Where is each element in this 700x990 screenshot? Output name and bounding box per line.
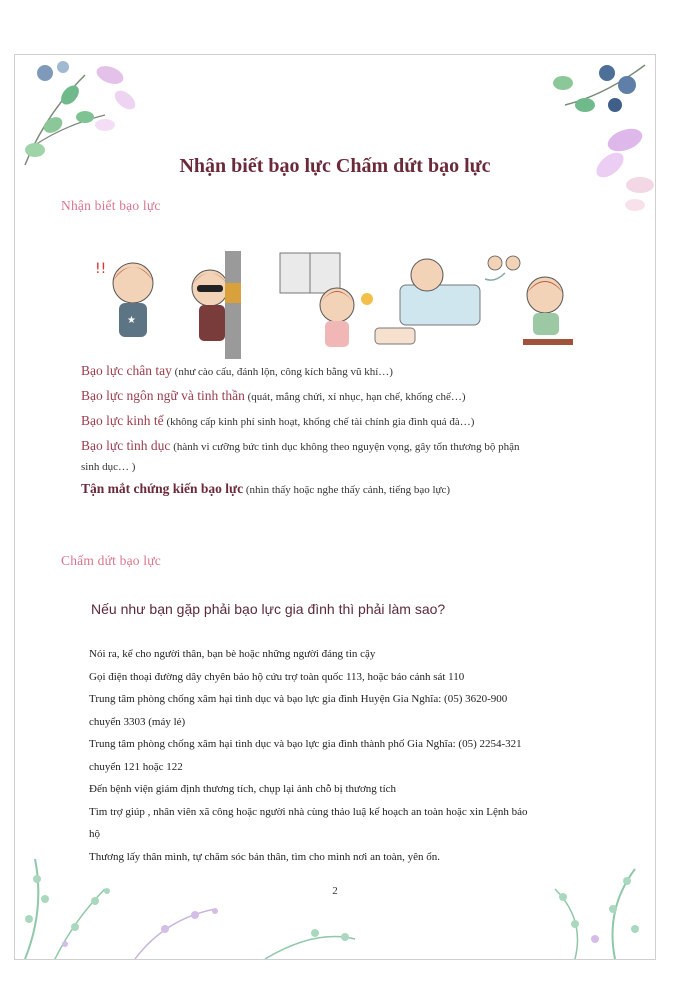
- document-page: [14, 54, 656, 960]
- list-item: Tận mắt chứng kiến bạo lực (nhìn thấy hoặc nghe thấy cảnh, tiếng bạo lực): [81, 481, 451, 496]
- list-item: Trung tâm phòng chống xâm hại tình dục và bạo lực gia đình Huyện Gia Nghĩa: (05) 3620-900: [89, 693, 508, 705]
- section-heading-recognize: Nhận biết bạo lực: [61, 198, 161, 213]
- list-item: Nói ra, kể cho người thân, bạn bè hoặc những người đáng tin cậy: [89, 648, 376, 660]
- swing-girl-figure: [485, 256, 573, 345]
- cartoon-illustrations: [75, 243, 595, 363]
- list-item: chuyển 121 hoặc 122: [89, 760, 183, 773]
- list-item: Tìm trợ giúp , nhân viên xã công hoặc người nhà cùng thảo luậ kế hoạch an toàn hoặc xin Lệnh bảo: [89, 805, 528, 818]
- page-title: Nhận biết bạo lực Chấm dứt bạo lực: [179, 155, 491, 177]
- violence-types-list: [81, 359, 641, 502]
- list-item: Bạo lực chân tay (như cào cấu, đánh lộn, công kích bằng vũ khí…): [81, 363, 393, 378]
- floral-decoration-bottom: [15, 849, 655, 959]
- bed-girl-figure: [375, 259, 480, 344]
- floral-decoration-top-right: [515, 55, 655, 225]
- list-item: Đến bệnh viện giám định thương tích, chụp lại ảnh chỗ bị thương tích: [89, 783, 397, 795]
- question-heading: Nếu như bạn gặp phải bạo lực gia đình thì phải làm sao?: [91, 601, 446, 617]
- list-item: Gọi điện thoại đường dây chyên bảo hộ cứu trợ toàn quốc 113, hoặc báo cảnh sát 110: [89, 670, 465, 683]
- list-item: Bạo lực kinh tế (không cấp kinh phí sinh hoạt, khống chế tài chính gia đình quá đà…): [81, 413, 475, 428]
- angry-girl-figure: [95, 261, 153, 337]
- list-item: Bạo lực ngôn ngữ và tinh thần (quát, mắng chửi, xỉ nhục, hạn chế, khống chế…): [81, 388, 466, 403]
- svg-text:!!: !!: [95, 261, 107, 277]
- list-item: Trung tâm phòng chống xâm hại tình dục và bạo lực gia đình thành phố Gia Nghĩa: (05) 2254-321: [89, 738, 522, 750]
- list-item: Thương lấy thân mình, tự chăm sóc bản thân, tìm cho mình nơi an toàn, yên ổn.: [89, 850, 441, 863]
- steps-list: [89, 643, 619, 868]
- section-heading-stop: Chấm dứt bạo lực: [61, 553, 161, 568]
- list-item: Bạo lực tình dục (hành vi cưỡng bức tình dục không theo nguyện vọng, gây tổn thương bộ phận sinh dục… ): [81, 438, 520, 473]
- svg-text:★: ★: [127, 315, 136, 326]
- page-number: 2: [332, 885, 338, 897]
- list-item: hộ: [89, 828, 100, 840]
- sunglasses-man-figure: [192, 251, 241, 359]
- list-item: chuyển 3303 (máy lẻ): [89, 715, 186, 728]
- window-girl-figure: [280, 253, 373, 347]
